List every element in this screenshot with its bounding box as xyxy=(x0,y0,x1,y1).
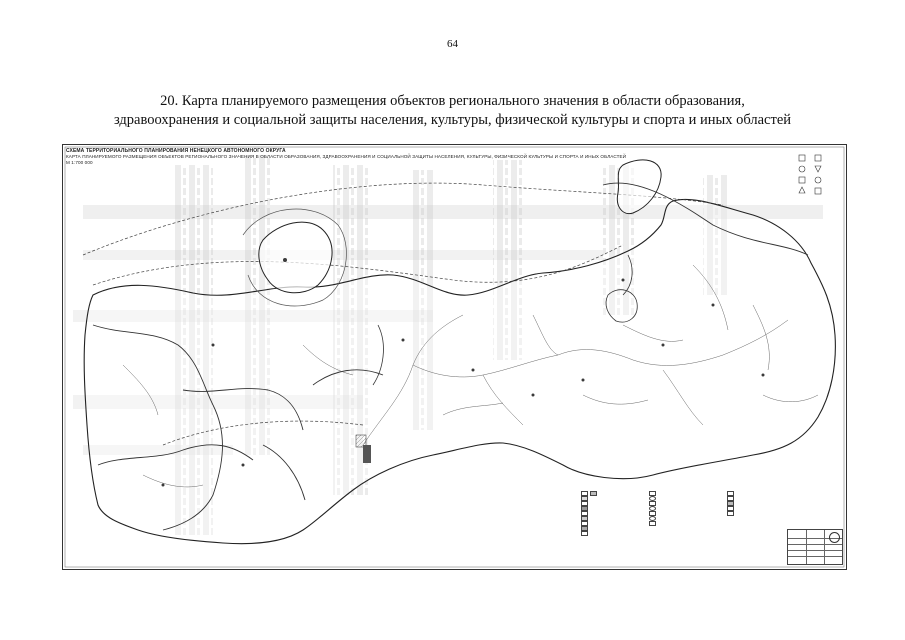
legend-item xyxy=(581,531,633,536)
page-number: 64 xyxy=(447,38,458,50)
map-header xyxy=(66,148,626,167)
figure-caption xyxy=(60,92,845,130)
caption-line-1: 20. Карта планируемого размещения объектов регионального значения в области образования, xyxy=(160,93,745,109)
map-header-subtitle: КАРТА ПЛАНИРУЕМОГО РАЗМЕЩЕНИЯ ОБЪЕКТОВ РЕГИОНАЛЬНОГО ЗНАЧЕНИЯ В ОБЛАСТИ ОБРАЗОВАНИЯ, ЗДРАВООХРАНЕНИЯ И СОЦИАЛЬНОЙ ЗАЩИТЫ НАСЕЛЕНИЯ, КУЛЬТУРЫ, ФИЗИЧЕСКОЙ КУЛЬТУРЫ И СПОРТА И ИНЫХ ОБЛАСТЕЙ xyxy=(66,154,627,160)
legend-symbols xyxy=(799,155,821,194)
map-header-scale: М 1:700 000 xyxy=(66,160,93,166)
regional-map-figure xyxy=(62,144,847,570)
caption-line-2: здравоохранения и социальной защиты населения, культуры, физической культуры и спорта и иных областей xyxy=(113,112,792,128)
map-header-title: СХЕМА ТЕРРИТОРИАЛЬНОГО ПЛАНИРОВАНИЯ НЕНЕЦКОГО АВТОНОМНОГО ОКРУГА xyxy=(66,148,286,154)
legend-column-1 xyxy=(581,491,633,536)
stamp-logo-icon xyxy=(829,532,840,543)
legend-column-3 xyxy=(727,491,787,516)
map-legend xyxy=(581,491,791,565)
legend-item xyxy=(649,521,721,526)
legend-item xyxy=(727,511,787,516)
title-block-stamp xyxy=(787,529,843,565)
legend-column-2 xyxy=(649,491,721,526)
